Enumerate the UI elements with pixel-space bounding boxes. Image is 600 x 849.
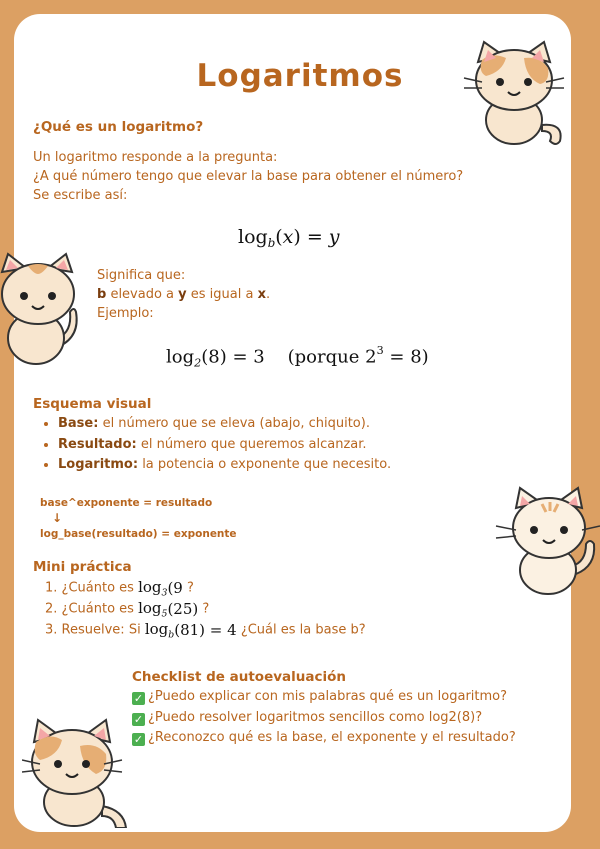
intro-line-3: Se escribe así: <box>33 188 128 203</box>
list-item: • Base: el número que se eleva (abajo, chiquito). <box>58 414 391 435</box>
esquema-list <box>34 414 391 476</box>
intro-text <box>33 148 463 205</box>
schema-line-1: base^exponente = resultado <box>40 497 213 509</box>
intro-line-2: ¿A qué número tengo que elevar la base para obtener el número? <box>33 169 464 184</box>
checkmark-icon: ✓ <box>133 692 144 705</box>
list-item: • Resultado: el número que queremos alcanzar. <box>58 435 391 456</box>
checkmark-icon: ✓ <box>133 733 144 746</box>
cat-right-icon <box>492 486 600 596</box>
practice-question-3: 3. Resuelve: Si $\log_b(81) = 4$ ¿Cuál es la base b? <box>45 620 366 641</box>
cat-top-right-icon <box>462 40 572 146</box>
main-formula: $\log_b(x) = y$ <box>238 226 340 251</box>
checklist <box>132 687 516 749</box>
cat-left-icon <box>0 250 82 368</box>
checklist-item: ✓ ¿Puedo resolver logaritmos sencillos como log2(8)? <box>133 709 483 726</box>
schema-arrow: ↓ <box>52 511 63 525</box>
meaning-line-3: Ejemplo: <box>97 306 154 321</box>
practice-question-2: 2. ¿Cuánto es $\log_5(25)$ ? <box>45 599 210 620</box>
page-title: Logaritmos <box>196 58 404 94</box>
checkmark-icon: ✓ <box>133 712 144 726</box>
section-heading-checklist: Checklist de autoevaluación <box>132 669 346 685</box>
schema-line-2: log_base(resultado) = exponente <box>40 528 237 540</box>
section-heading-que-es: ¿Qué es un logaritmo? <box>33 119 204 135</box>
practice-question-1: 1. ¿Cuánto es $\log_3(9$ ? <box>45 578 194 599</box>
meaning-text <box>97 266 270 323</box>
list-item: • Logaritmo: la potencia o exponente que necesito. <box>58 455 391 476</box>
cat-bottom-left-icon <box>22 716 132 828</box>
meaning-line-1: Significa que: <box>97 268 186 283</box>
section-heading-esquema: Esquema visual <box>33 396 152 412</box>
checklist-item: ✓ ¿Puedo explicar con mis palabras qué es un logaritmo? <box>133 689 508 705</box>
intro-line-1: Un logaritmo responde a la pregunta: <box>33 150 278 165</box>
checklist-item: ✓ ¿Reconozco qué es la base, el exponente y el resultado? <box>133 730 516 746</box>
meaning-line-2: b elevado a y es igual a x. <box>97 287 271 302</box>
section-heading-mini: Mini práctica <box>33 559 132 575</box>
example-formula: $\log_2(8) = 3$ (porque $2^3 = 8$) <box>166 344 429 370</box>
